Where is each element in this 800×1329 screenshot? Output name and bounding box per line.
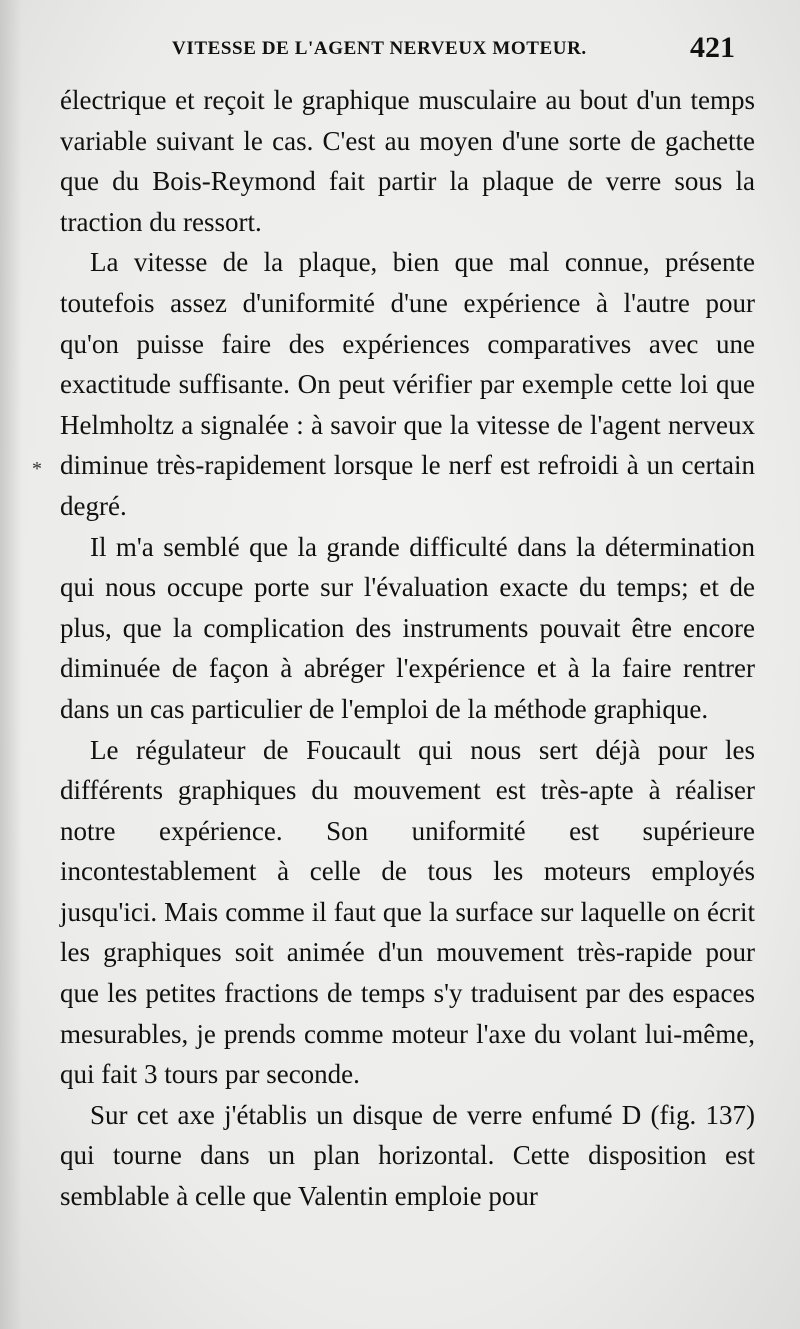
page-header (0, 28, 800, 68)
running-title: VITESSE DE L'AGENT NERVEUX MOTEUR. (172, 38, 587, 59)
body-text (60, 80, 755, 1217)
paragraph: Sur cet axe j'établis un disque de verre enfumé D (fig. 137) qui tourne dans un plan horizontal. Cette disposition est semblable à celle que Valentin emploie pour (60, 1099, 755, 1212)
paragraph: La vitesse de la plaque, bien que mal connue, présente toutefois assez d'uniformité d'une expérience à l'autre pour qu'on puisse faire des expériences comparatives avec une exactitude suffisante. On peut vérifier par exemple cette loi que Helmholtz a signalée : à savoir que la vitesse de l'agent nerveux diminue très-rapidement lorsque le nerf est refroidi à un certain degré. (60, 247, 755, 521)
page-edge-shadow (0, 0, 22, 1329)
paragraph: électrique et reçoit le graphique musculaire au bout d'un temps variable suivant le cas. C'est au moyen d'une sorte de gachette que du Bois-Reymond fait partir la plaque de verre sous la traction du ressort. (60, 85, 755, 237)
paragraph: Il m'a semblé que la grande difficulté dans la détermination qui nous occupe porte sur l'évaluation exacte du temps; et de plus, que la complication des instruments pouvait être encore diminuée de façon à abréger l'expérience et à la faire rentrer dans un cas particulier de l'emploi de la méthode graphique. (60, 531, 755, 724)
paragraph: Le régulateur de Foucault qui nous sert déjà pour les différents graphiques du mouvement est très-apte à réaliser notre expérience. Son uniformité est supérieure incontestablement à celle de tous les moteurs employés jusqu'ici. Mais comme il faut que la surface sur laquelle on écrit les graphiques soit animée d'un mouvement très-rapide pour que les petites fractions de temps s'y traduisent par des espaces mesurables, je prends comme moteur l'axe du volant lui-même, qui fait 3 tours par seconde. (60, 734, 755, 1090)
margin-mark: * (32, 458, 42, 480)
page-number: 421 (690, 31, 735, 64)
